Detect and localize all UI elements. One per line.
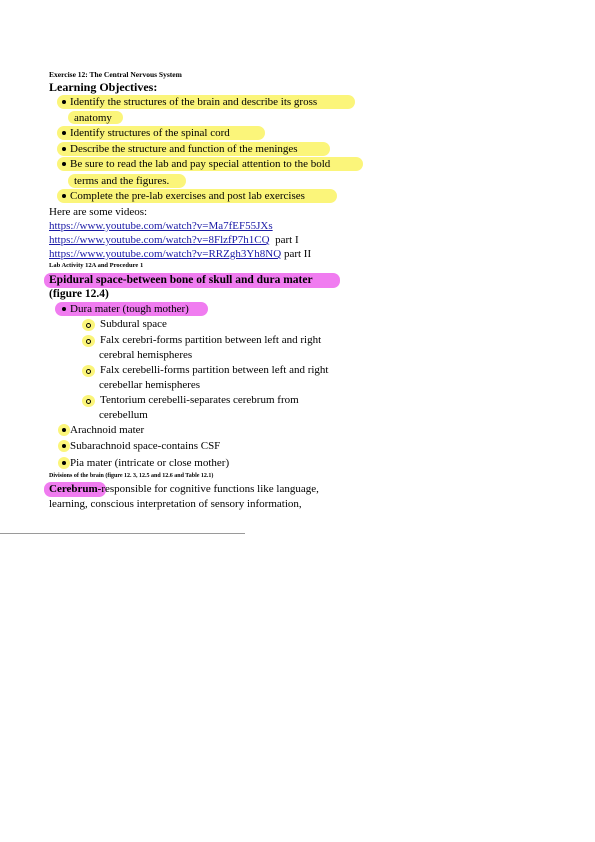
objective-item: Be sure to read the lab and pay special attention to the bold [70, 158, 331, 170]
meninges-subitem: Subdural space [100, 318, 167, 330]
cerebrum-desc-cont: learning, conscious interpretation of sensory information, [49, 498, 302, 510]
video-suffix: part II [281, 248, 312, 260]
meninges-subitem-cont: cerebral hemispheres [99, 349, 193, 361]
meninges-item: Arachnoid mater [70, 424, 145, 436]
circle-bullet-icon [86, 339, 91, 344]
video-link[interactable]: https://www.youtube.com/watch?v=Ma7fEF55JXs [49, 220, 273, 232]
bullet-icon [62, 428, 66, 432]
bullet-icon [62, 461, 66, 465]
bullet-icon [62, 307, 66, 311]
video-line [49, 234, 299, 247]
cerebrum-desc: responsible for cognitive functions like language, [101, 483, 319, 495]
bullet-icon [62, 131, 66, 135]
video-line [49, 248, 311, 261]
objective-item-cont: anatomy [74, 112, 112, 124]
bullet-icon [62, 147, 66, 151]
video-suffix: part I [269, 234, 299, 246]
video-link[interactable]: https://www.youtube.com/watch?v=8FlzfP7h1CQ [49, 234, 270, 246]
objective-item-cont: terms and the figures. [74, 175, 170, 187]
video-link[interactable]: https://www.youtube.com/watch?v=RRZgh3Yh8NQ [49, 248, 282, 260]
cerebrum-term: Cerebrum- [49, 483, 102, 495]
meninges-subitem-cont: cerebellar hemispheres [99, 379, 201, 391]
meninges-item: Dura mater (tough mother) [70, 303, 189, 315]
meninges-item: Pia mater (intricate or close mother) [70, 457, 230, 469]
bullet-icon [62, 444, 66, 448]
cerebrum-line [49, 483, 319, 496]
meninges-subitem-cont: cerebellum [99, 409, 148, 421]
lab-activity-label: Lab Activity 12A and Procedure 1 [49, 262, 144, 269]
bullet-icon [62, 194, 66, 198]
meninges-subitem: Tentorium cerebelli-separates cerebrum from [100, 394, 299, 406]
objective-item: Complete the pre-lab exercises and post lab exercises [70, 190, 305, 202]
figure-ref: (figure 12.4) [49, 288, 109, 300]
circle-bullet-icon [86, 323, 91, 328]
meninges-subitem: Falx cerebelli-forms partition between left and right [100, 364, 329, 376]
objective-item: Identify the structures of the brain and describe its gross [70, 96, 318, 108]
bullet-icon [62, 100, 66, 104]
circle-bullet-icon [86, 399, 91, 404]
objective-item: Identify structures of the spinal cord [70, 127, 230, 139]
page-title: Exercise 12: The Central Nervous System [49, 70, 182, 79]
circle-bullet-icon [86, 369, 91, 374]
meninges-item: Subarachnoid space-contains CSF [70, 440, 221, 452]
video-line [49, 220, 273, 233]
footnote-divider [0, 533, 245, 534]
objective-item: Describe the structure and function of the meninges [70, 143, 298, 155]
divisions-label: Divisions of the brain (figure 12. 3, 12.5 and 12.6 and Table 12.1) [49, 473, 214, 479]
videos-intro: Here are some videos: [49, 206, 148, 218]
objectives-heading: Learning Objectives: [49, 80, 158, 94]
epidural-heading: Epidural space-between bone of skull and dura mater [49, 274, 313, 286]
bullet-icon [62, 162, 66, 166]
meninges-subitem: Falx cerebri-forms partition between left and right [100, 334, 322, 346]
